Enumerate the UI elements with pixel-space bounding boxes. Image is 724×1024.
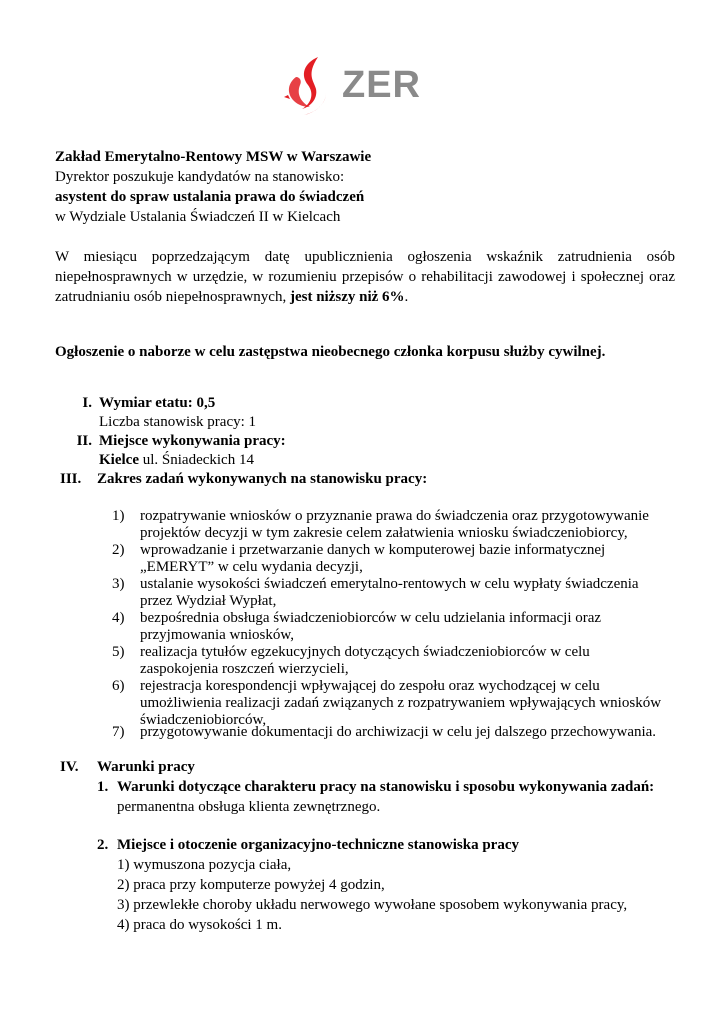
task-line: przez Wydział Wypłat, [140, 593, 277, 609]
task-line: świadczeniobiorców, [140, 712, 267, 728]
director-line: Dyrektor poszukuje kandydatów na stanowisko: [55, 169, 345, 185]
task-number: 4) [112, 610, 125, 626]
task-number: 6) [112, 678, 125, 694]
task-number: 5) [112, 644, 125, 660]
task-line: rozpatrywanie wniosków o przyznanie prawa do świadczenia oraz przygotowywanie [140, 508, 649, 524]
zer-logo [282, 55, 454, 119]
task-line: realizacja tytułów egzekucyjnych dotyczących świadczeniobiorców w celu [140, 644, 590, 660]
task-line: zaspokojenia roszczeń wierzycieli, [140, 661, 349, 677]
department-line: w Wydziale Ustalania Świadczeń II w Kielcach [55, 209, 341, 225]
disability-text: zatrudnianiu osób niepełnosprawnych, [55, 289, 290, 305]
section-i-detail: Liczba stanowisk pracy: 1 [99, 414, 257, 430]
section-ii-address [99, 451, 719, 469]
section-iv-title: Warunki pracy [97, 759, 195, 775]
position-title: asystent do spraw ustalania prawa do świadczeń [55, 189, 365, 205]
task-line: rejestracja korespondencji wpływającej do zespołu oraz wychodzącej w celu [140, 678, 600, 694]
disability-period: . [404, 289, 409, 305]
subsection-2-title: Miejsce i otoczenie organizacyjno-techniczne stanowiska pracy [117, 837, 519, 853]
disability-line-2: niepełnosprawnych w urzędzie, w rozumieniu przepisów o rehabilitacji zawodowej i społecznej oraz [55, 269, 675, 285]
section-ii-numeral: II. [76, 433, 92, 449]
task-line: ustalanie wysokości świadczeń emerytalno-rentowych w celu wypłaty świadczenia [140, 576, 639, 592]
task-line: umożliwienia realizacji zadań związanych z rozpatrywaniem wpływających wniosków [140, 695, 662, 711]
condition-item: 1) wymuszona pozycja ciała, [117, 857, 292, 873]
task-number: 2) [112, 542, 125, 558]
section-iii-title: Zakres zadań wykonywanych na stanowisku pracy: [97, 471, 428, 487]
section-i-title: Wymiar etatu: 0,5 [99, 395, 216, 411]
section-iii-numeral: III. [60, 471, 82, 487]
subsection-2-number: 2. [97, 837, 109, 853]
task-line: projektów decyzji w tym zakresie celem załatwienia wniosku świadczeniobiorcy, [140, 525, 628, 541]
task-number: 7) [112, 724, 125, 740]
task-line: przyjmowania wniosków, [140, 627, 294, 643]
logo-text: ZER [342, 64, 421, 106]
section-ii-title: Miejsce wykonywania pracy: [99, 433, 286, 449]
section-i-numeral: I. [82, 395, 92, 411]
subsection-1-text: permanentna obsługa klienta zewnętrznego. [117, 799, 381, 815]
subsection-1-title: Warunki dotyczące charakteru pracy na stanowisku i sposobu wykonywania zadań: [117, 779, 655, 795]
zer-swirl-logo-icon [282, 55, 342, 119]
disability-line-3 [55, 288, 675, 306]
condition-item: 4) praca do wysokości 1 m. [117, 917, 282, 933]
announcement-title: Ogłoszenie o naborze w celu zastępstwa nieobecnego członka korpusu służby cywilnej. [55, 344, 606, 360]
disability-line-1: W miesiącu poprzedzającym datę upublicznienia ogłoszenia wskaźnik zatrudnienia osób [55, 249, 675, 265]
task-line: bezpośrednia obsługa świadczeniobiorców w celu udzielania informacji oraz [140, 610, 602, 626]
task-number: 1) [112, 508, 125, 524]
task-line: przygotowywanie dokumentacji do archiwizacji w celu jej dalszego przechowywania. [140, 724, 657, 740]
disability-threshold: jest niższy niż 6% [289, 289, 405, 305]
section-iv-numeral: IV. [60, 759, 79, 775]
condition-item: 3) przewlekłe choroby układu nerwowego wywołane sposobem wykonywania pracy, [117, 897, 628, 913]
task-number: 3) [112, 576, 125, 592]
section-ii-city: Kielce [99, 452, 139, 468]
condition-item: 2) praca przy komputerze powyżej 4 godzin, [117, 877, 385, 893]
task-line: „EMERYT” w celu wydania decyzji, [140, 559, 363, 575]
subsection-1-number: 1. [97, 779, 109, 795]
institution-name: Zakład Emerytalno-Rentowy MSW w Warszawie [55, 149, 372, 165]
task-line: wprowadzanie i przetwarzanie danych w komputerowej bazie informatycznej [140, 542, 606, 558]
section-ii-street: ul. Śniadeckich 14 [138, 452, 254, 468]
